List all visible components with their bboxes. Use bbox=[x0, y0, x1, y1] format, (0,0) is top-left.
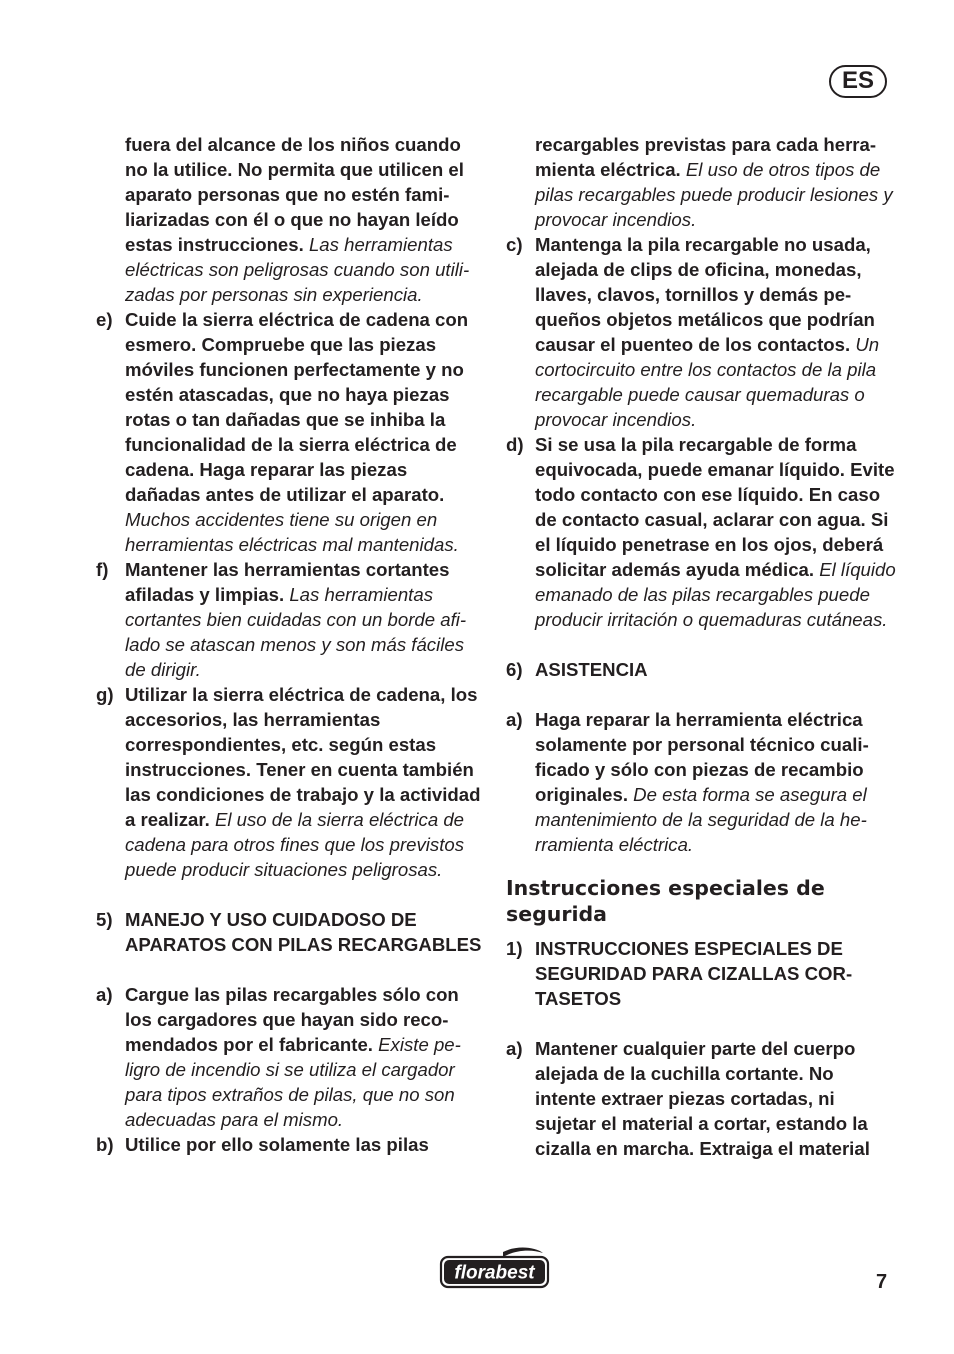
italic-text: Un cortocircuito entre los contactos de la pila recargable puede causar quemaduras o provocar incendios. bbox=[535, 334, 880, 430]
section-title: INSTRUCCIONES ESPECIALES DE SEGURIDAD PARA CIZALLAS CORTASETOS bbox=[535, 938, 853, 1009]
bold-text: Mantener cualquier parte del cuerpo alejada de la cuchilla cortante. No intente extraer piezas cortadas, ni sujetar el material a cortar, estando la cizalla en marcha. Extraiga el material bbox=[535, 1038, 870, 1159]
continued-paragraph bbox=[96, 132, 486, 307]
bold-text: Haga reparar la herramienta eléctrica solamente por personal técnico cualificado y sólo con piezas de recambio originales. bbox=[535, 709, 869, 805]
bold-text: Mantener las herramientas cortantes afiladas y limpias. bbox=[125, 559, 450, 605]
item-marker: e) bbox=[96, 309, 113, 330]
list-item-a-assistance bbox=[506, 707, 896, 857]
list-item-b bbox=[96, 1132, 486, 1157]
italic-text: De esta forma se asegura el mantenimiento de la seguridad de la herramienta eléctrica. bbox=[535, 784, 867, 855]
bold-text: Cargue las pilas recargables sólo con los cargadores que hayan sido recomendados por el fabricante. bbox=[125, 984, 459, 1055]
list-item-c bbox=[506, 232, 896, 432]
language-badge: ES bbox=[829, 65, 887, 98]
logo-text: florabest bbox=[454, 1262, 535, 1284]
section-title: MANEJO Y USO CUIDADOSO DE APARATOS CON PILAS RECARGABLES bbox=[125, 909, 482, 955]
right-column bbox=[506, 132, 896, 1161]
item-marker: g) bbox=[96, 684, 114, 705]
bold-text: Si se usa la pila recargable de forma equivocada, puede emanar líquido. Evite todo contacto con ese líquido. En caso de contacto casual, aclarar con agua. Si el líquido penetrase en los ojos, deberá solicitar además ayuda médica. bbox=[535, 434, 895, 580]
left-column bbox=[96, 132, 486, 1157]
italic-text: Muchos accidentes tiene su origen en herramientas eléctricas mal mantenidas. bbox=[125, 509, 459, 555]
item-marker: a) bbox=[506, 1038, 523, 1059]
section-number: 5) bbox=[96, 909, 113, 930]
item-marker: f) bbox=[96, 559, 109, 580]
item-marker: b) bbox=[96, 1134, 114, 1155]
bold-text: Mantenga la pila recargable no usada, alejada de clips de oficina, monedas, llaves, clavos, tornillos y demás pequeños objetos metálicos que podrían causar el puenteo de los contactos. bbox=[535, 234, 875, 355]
italic-text: Las herramientas cortantes bien cuidadas con un borde afilado se atascan menos y son más fáciles de dirigir. bbox=[125, 584, 467, 680]
list-item-g bbox=[96, 682, 486, 882]
subheading: Instrucciones especiales de segurida bbox=[506, 876, 825, 926]
bold-text: Utilizar la sierra eléctrica de cadena, los accesorios, las herramientas correspondientes, etc. según estas instrucciones. Tener en cuenta también las condiciones de trabajo y la actividad a realizar. bbox=[125, 684, 481, 830]
list-item-f bbox=[96, 557, 486, 682]
item-marker: a) bbox=[506, 709, 523, 730]
list-item-e bbox=[96, 307, 486, 557]
bold-text: Cuide la sierra eléctrica de cadena con esmero. Compruebe que las piezas móviles funcionen perfectamente y no estén atascadas, que no haya piezas rotas o tan dañadas que se inhiba la funcionalidad de la sierra eléctrica de cadena. Haga reparar las piezas dañadas antes de utilizar el aparato. bbox=[125, 309, 469, 505]
section-heading-1 bbox=[506, 936, 896, 1011]
bold-text: recargables previstas para cada herramienta eléctrica. bbox=[535, 134, 877, 180]
item-marker: a) bbox=[96, 984, 113, 1005]
list-item-a bbox=[96, 982, 486, 1132]
florabest-logo bbox=[439, 1245, 550, 1289]
page-number: 7 bbox=[876, 1271, 888, 1293]
section-title: ASISTENCIA bbox=[535, 659, 648, 680]
section-number: 6) bbox=[506, 659, 523, 680]
bold-text: fuera del alcance de los niños cuando no la utilice. No permita que utilicen el aparato personas que no estén familiarizadas con él o que no hayan leído estas instrucciones. bbox=[125, 134, 464, 255]
italic-text: Existe peligro de incendio si se utiliza el cargador para tipos extraños de pilas, que no son adecuadas para el mismo. bbox=[125, 1034, 461, 1130]
list-item-a-hedge bbox=[506, 1036, 896, 1161]
section-heading-5 bbox=[96, 907, 486, 957]
italic-text: El líquido emanado de las pilas recargables puede producir irritación o quemaduras cutáneas. bbox=[535, 559, 896, 630]
section-number: 1) bbox=[506, 938, 523, 959]
italic-text: El uso de la sierra eléctrica de cadena para otros fines que los previstos puede producir situaciones peligrosas. bbox=[125, 809, 465, 880]
list-item-d bbox=[506, 432, 896, 632]
section-heading-6 bbox=[506, 657, 896, 682]
bold-text: Utilice por ello solamente las pilas bbox=[125, 1134, 429, 1155]
item-marker: c) bbox=[506, 234, 523, 255]
item-marker: d) bbox=[506, 434, 524, 455]
italic-text: Las herramientas eléctricas son peligrosas cuando son utilizadas por personas sin experiencia. bbox=[125, 234, 470, 305]
continued-paragraph bbox=[506, 132, 896, 232]
italic-text: El uso de otros tipos de pilas recargables puede producir lesiones y provocar incendios. bbox=[535, 159, 893, 230]
